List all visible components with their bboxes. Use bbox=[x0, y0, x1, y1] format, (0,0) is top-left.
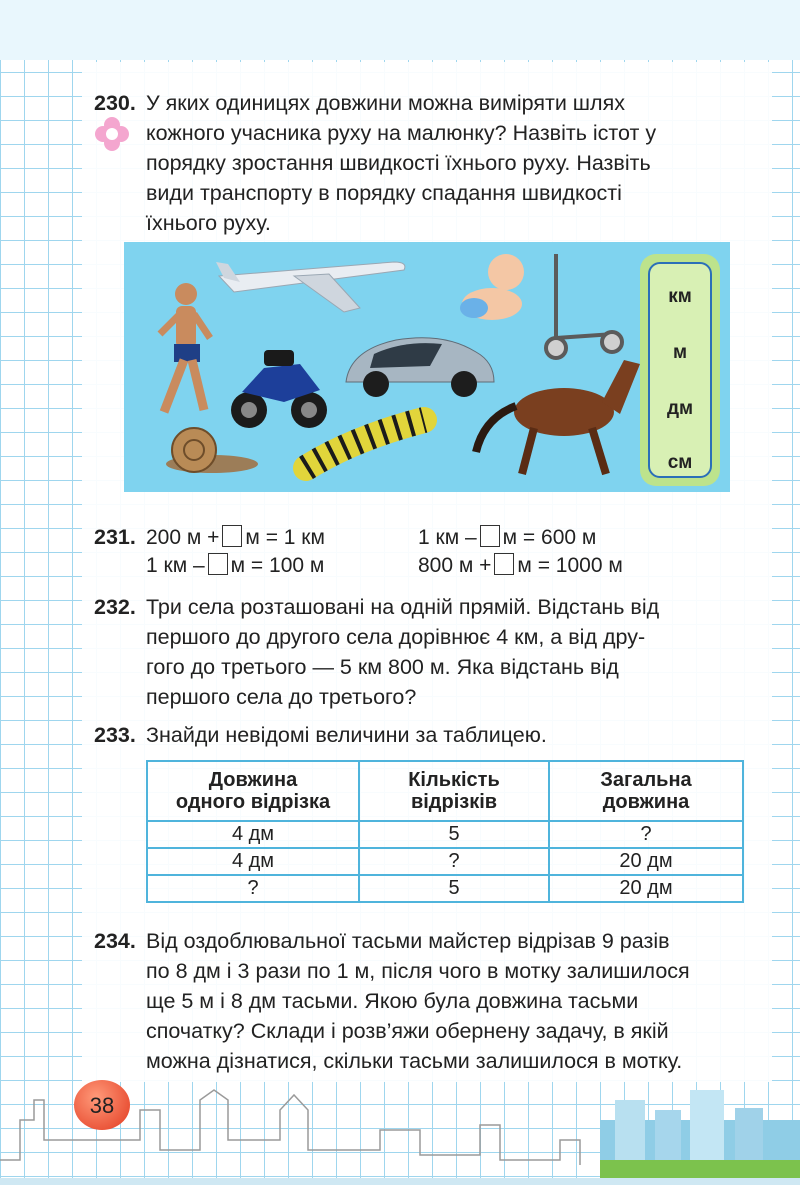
equation-part: м = 100 м bbox=[230, 554, 325, 577]
task-text bbox=[146, 592, 746, 712]
baby-image bbox=[460, 254, 524, 320]
car-image bbox=[346, 338, 494, 397]
table-cell: 4 дм bbox=[147, 821, 359, 848]
table-cell: ? bbox=[549, 821, 743, 848]
task-number: 234. bbox=[94, 929, 136, 953]
unit-cm: см bbox=[667, 452, 693, 473]
table-header: Кількість відрізків bbox=[359, 761, 549, 821]
equation-2 bbox=[418, 524, 596, 552]
runner-image bbox=[160, 283, 210, 412]
text-line: по 8 дм і 3 рази по 1 м, після чого в мотку залишилося bbox=[146, 959, 690, 983]
lengths-table bbox=[146, 760, 744, 903]
equation-part: 1 км – bbox=[418, 526, 477, 549]
table-header: Довжина одного відрізка bbox=[147, 761, 359, 821]
equation-part: 1 км – bbox=[146, 554, 205, 577]
motorcycle-image bbox=[231, 350, 327, 428]
text-line: Від оздоблювальної тасьми майстер відрізав 9 разів bbox=[146, 929, 670, 953]
text-line: гого до третього — 5 км 800 м. Яка відстань від bbox=[146, 655, 619, 679]
task-text bbox=[146, 88, 746, 238]
answer-box[interactable] bbox=[208, 553, 228, 575]
airplane-image bbox=[216, 262, 405, 312]
task-233 bbox=[94, 720, 754, 750]
caterpillar-image bbox=[306, 420, 424, 468]
task-232 bbox=[94, 592, 754, 712]
equation-3 bbox=[146, 552, 324, 580]
unit-m: м bbox=[672, 342, 688, 363]
task-234 bbox=[94, 926, 754, 1076]
equation-part: 800 м + bbox=[418, 554, 492, 577]
equation-part: м = 1 км bbox=[245, 526, 325, 549]
table-cell: 5 bbox=[359, 875, 549, 902]
text-line: порядку зростання швидкості їхнього руху. Назвіть bbox=[146, 151, 651, 175]
page-number-badge: 38 bbox=[74, 1080, 130, 1130]
task-number: 231. bbox=[94, 525, 136, 549]
equation-part: м = 600 м bbox=[502, 526, 597, 549]
text-line: їхнього руху. bbox=[146, 211, 271, 235]
text-line: види транспорту в порядку спадання швидкості bbox=[146, 181, 622, 205]
text-line: кожного учасника руху на малюнку? Назвіть істот у bbox=[146, 121, 657, 145]
snail-image bbox=[166, 428, 258, 473]
table-cell: ? bbox=[359, 848, 549, 875]
task-230 bbox=[94, 88, 754, 238]
length-units-frame bbox=[648, 262, 712, 478]
text-line: можна дізнатися, скільки тасьми залишилося в мотку. bbox=[146, 1049, 683, 1073]
text-line: спочатку? Склади і розв’яжи обернену задачу, в якій bbox=[146, 1019, 669, 1043]
text-line: Три села розташовані на одній прямій. Відстань від bbox=[146, 595, 660, 619]
answer-box[interactable] bbox=[494, 553, 514, 575]
text-line: першого села до третього? bbox=[146, 685, 417, 709]
text-line: У яких одиницях довжини можна виміряти шлях bbox=[146, 91, 625, 115]
scooter-image bbox=[546, 254, 622, 358]
text-line: першого до другого села дорівнює 4 км, а від дру- bbox=[146, 625, 646, 649]
creative-task-flower-icon bbox=[92, 114, 132, 154]
unit-dm: дм bbox=[666, 398, 694, 419]
table-cell: 20 дм bbox=[549, 875, 743, 902]
task-number: 233. bbox=[94, 723, 136, 747]
table-cell: 4 дм bbox=[147, 848, 359, 875]
table-row bbox=[147, 875, 743, 902]
equation-4 bbox=[418, 552, 623, 580]
equation-1 bbox=[146, 524, 325, 552]
table-row bbox=[147, 848, 743, 875]
table-cell: ? bbox=[147, 875, 359, 902]
table-header-row bbox=[147, 761, 743, 821]
unit-km: км bbox=[668, 286, 692, 307]
task-text bbox=[146, 926, 746, 1076]
table-cell: 20 дм bbox=[549, 848, 743, 875]
task-number: 232. bbox=[94, 595, 136, 619]
table-row bbox=[147, 821, 743, 848]
equation-part: 200 м + bbox=[146, 526, 220, 549]
text-line: ще 5 м і 8 дм тасьми. Якою була довжина тасьми bbox=[146, 989, 639, 1013]
task-text: Знайди невідомі величини за таблицею. bbox=[146, 723, 547, 747]
top-grid-band bbox=[0, 0, 800, 60]
answer-box[interactable] bbox=[480, 525, 500, 547]
task-number: 230. bbox=[94, 91, 136, 115]
table-cell: 5 bbox=[359, 821, 549, 848]
table-header: Загальна довжина bbox=[549, 761, 743, 821]
equation-part: м = 1000 м bbox=[517, 554, 623, 577]
horse-image bbox=[476, 360, 640, 474]
answer-box[interactable] bbox=[222, 525, 242, 547]
length-units-panel bbox=[640, 254, 720, 486]
